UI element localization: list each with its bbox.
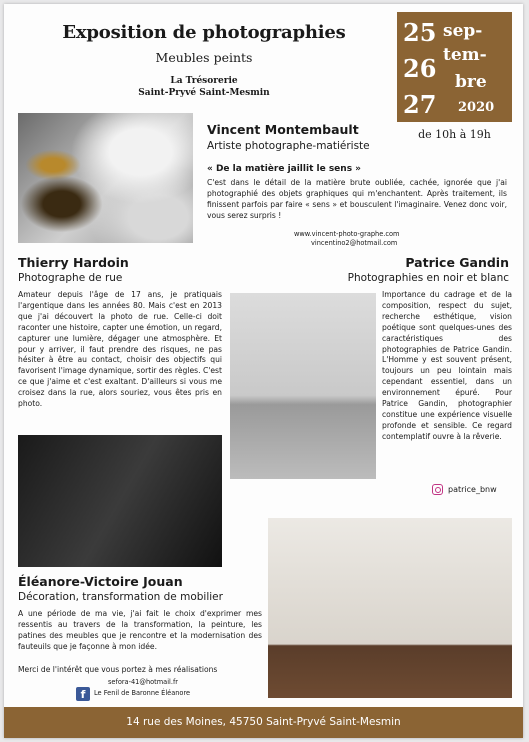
- artist-text-patrice: Importance du cadrage et de la composition, respect du sujet, recherche esthétique, vision poétique sont quelques-unes des caractéristiques des photographies de Patrice Gandin. L'Homme y est souvent présent, toujours un peu lointain mais cependant essentiel, dans un environnement épuré. Pour Patrice Gandin, photographier constitue une expérience visuelle profonde et sensible. Ce regard contemplatif ouvre à la rêverie.: [382, 290, 512, 441]
- date-month-part-3: bre: [455, 72, 487, 92]
- date-month-part-2: tem-: [443, 45, 487, 65]
- eleanore-email[interactable]: sefora-41@hotmail.fr: [108, 678, 179, 686]
- artist-quote-vincent: « De la matière jaillit le sens »: [207, 164, 361, 174]
- exhibition-subtitle: Meubles peints: [155, 50, 253, 65]
- patrice-instagram[interactable]: patrice_bnw: [448, 485, 497, 494]
- date-day-3: 27: [403, 90, 437, 119]
- footer-address: 14 rue des Moines, 45750 Saint-Pryvé Saint-Mesmin: [4, 707, 523, 738]
- artist-role-thierry: Photographe de rue: [18, 272, 123, 284]
- eleanore-facebook[interactable]: Le Fenil de Baronne Éléanore: [94, 689, 191, 697]
- instagram-icon: [432, 484, 443, 495]
- exhibition-title: Exposition de photographies: [62, 22, 346, 43]
- date-year: 2020: [458, 100, 495, 115]
- painted-furniture-photo: [268, 518, 512, 698]
- vincent-website[interactable]: www.vincent-photo-graphe.com: [294, 230, 400, 238]
- artist-text-eleanore: A une période de ma vie, j'ai fait le choix d'exprimer mes ressentis au travers de la transformation, la peinture, les patines des meubles que je rencontre et la modernisation des fauteuils que je façonne à mon idée.: [18, 609, 262, 651]
- facebook-icon: f: [76, 687, 90, 701]
- artist-text-thierry: Amateur depuis l'âge de 17 ans, je pratiquais l'argentique dans les années 80. Mais c'est en 2013 que j'ai découvert la photo de rue. Celle-ci doit raconter une histoire, capter une émotion, un regard, capturer une lumière, dégager une atmosphère. Et pour y arriver, il faut prendre des risques, ne pas hésiter à être au contact, choisir des objectifs qui favorisent l'image dynamique, sortir des règles. C'est ce que j'aime et c'est exaltant. D'ailleurs si vous me croisez dans la rue, alors souriez, vous êtes pris en photo.: [18, 290, 222, 409]
- eleanore-thanks: Merci de l'intérêt que vous portez à mes réalisations: [18, 665, 218, 674]
- artist-name-thierry: Thierry Hardoin: [18, 255, 129, 270]
- date-month-part-1: sep-: [443, 21, 483, 41]
- artist-name-vincent: Vincent Montembault: [207, 122, 359, 137]
- street-photo: [18, 435, 222, 567]
- artist-name-eleanore: Éléanore-Victoire Jouan: [18, 574, 183, 589]
- flyer-page: [4, 4, 523, 738]
- opening-hours: de 10h à 19h: [418, 128, 491, 141]
- artist-role-patrice: Photographies en noir et blanc: [347, 272, 509, 284]
- matter-photo: [18, 113, 193, 243]
- artist-name-patrice: Patrice Gandin: [405, 255, 509, 270]
- artist-role-eleanore: Décoration, transformation de mobilier: [18, 591, 223, 603]
- venue-name: La Trésorerie: [170, 76, 238, 86]
- vincent-email[interactable]: vincentino2@hotmail.com: [311, 239, 398, 247]
- date-day-1: 25: [403, 18, 437, 47]
- artist-text-vincent: C'est dans le détail de la matière brute oubliée, cachée, ignorée que j'ai photographié des objets graphiques qui m'enchantent. Après traitement, ils finissent parfois par faire « sens » et bousculent l'imaginaire. Venez donc voir, vous serez surpris !: [207, 178, 507, 220]
- date-box: [397, 12, 512, 122]
- artist-role-vincent: Artiste photographe-matiériste: [207, 140, 370, 152]
- venue-town: Saint-Pryvé Saint-Mesmin: [138, 88, 270, 98]
- date-day-2: 26: [403, 54, 437, 83]
- black-white-street-photo: [230, 293, 376, 479]
